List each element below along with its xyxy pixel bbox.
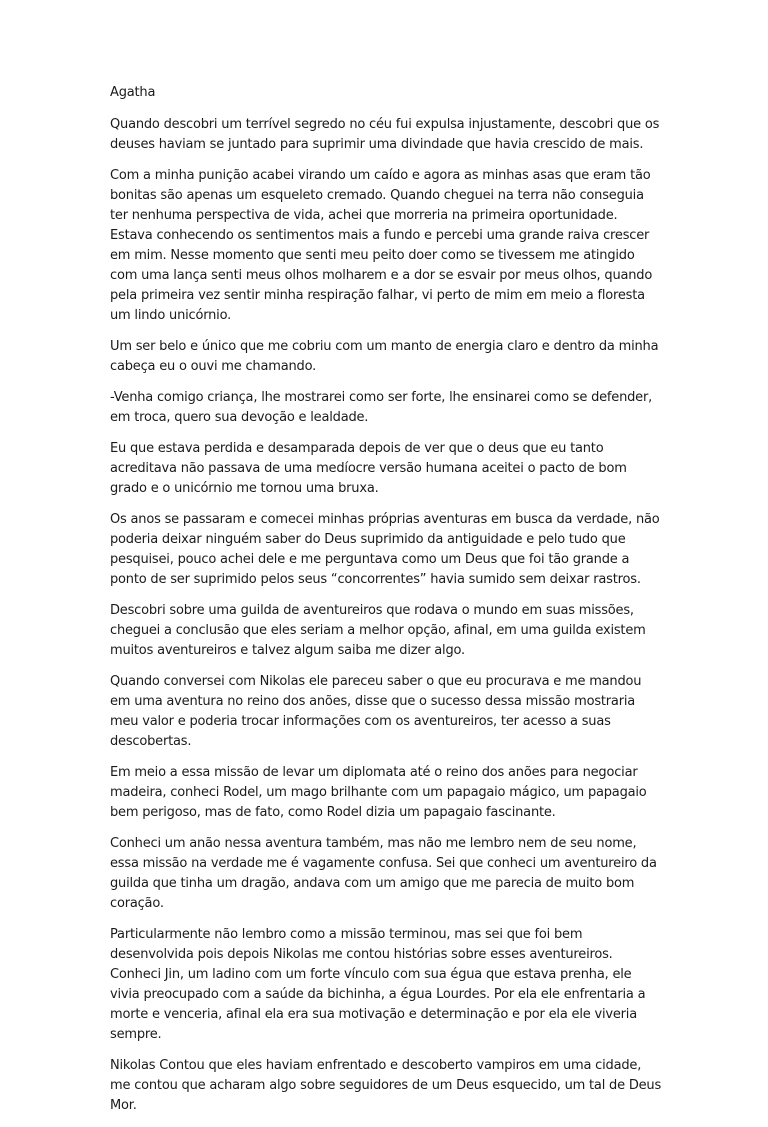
paragraph-10: Conheci um anão nessa aventura também, mas não me lembro nem de seu nome, essa missão na verdade me é vagamente confusa. Sei que conheci um aventureiro da guilda que tinha um dragão, andava com um amigo que me parecia de muito bom coração. — [110, 836, 657, 911]
paragraph-7: Descobri sobre uma guilda de aventureiros que rodava o mundo em suas missões, cheguei a conclusão que eles seriam a melhor opção, afinal, em uma guilda existem muitos aventureiros e talvez algum saiba me dizer algo. — [110, 603, 646, 658]
paragraph-6: Os anos se passaram e comecei minhas próprias aventuras em busca da verdade, não poderia deixar ninguém saber do Deus suprimido da antiguidade e pelo tudo que pesquisei, pouco achei dele e me perguntava como um Deus que foi tão grande a ponto de ser suprimido pelos seus “concorrentes” havia sumido sem deixar rastros. — [110, 512, 660, 587]
paragraph-5: Eu que estava perdida e desamparada depois de ver que o deus que eu tanto acreditava não passava de uma medíocre versão humana aceitei o pacto de bom grado e o unicórnio me tornou uma bruxa. — [110, 441, 627, 496]
paragraph-11: Particularmente não lembro como a missão terminou, mas sei que foi bem desenvolvida pois depois Nikolas me contou histórias sobre esses aventureiros. Conheci Jin, um ladino com um forte vínculo com sua égua que estava prenha, ele vivia preocupado com a saúde da bichinha, a égua Lourdes. Por ela ele enfrentaria a morte e venceria, afinal ela era sua motivação e determinação e por ela ele viveria sempre. — [110, 927, 646, 1042]
paragraph-4: -Venha comigo criança, lhe mostrarei como ser forte, lhe ensinarei como se defender, em troca, quero sua devoção e lealdade. — [110, 390, 653, 425]
paragraph-12: Nikolas Contou que eles haviam enfrentado e descoberto vampiros em uma cidade, me contou que acharam algo sobre seguidores de um Deus esquecido, um tal de Deus Mor. — [110, 1058, 662, 1113]
paragraph-9: Em meio a essa missão de levar um diplomata até o reino dos anões para negociar madeira, conheci Rodel, um mago brilhante com um papagaio mágico, um papagaio bem perigoso, mas de fato, como Rodel dizia um papagaio fascinante. — [110, 765, 647, 820]
paragraph-2: Com a minha punição acabei virando um caído e agora as minhas asas que eram tão bonitas são apenas um esqueleto cremado. Quando cheguei na terra não conseguia ter nenhuma perspectiva de vida, achei que morreria na primeira oportunidade. Estava conhecendo os sentimentos mais a fundo e percebi uma grande raiva crescer em mim. Nesse momento que senti meu peito doer como se tivessem me atingido com uma lança senti meus olhos molharem e a dor se esvair por meus olhos, quando pela primeira vez sentir minha respiração falhar, vi perto de mim em meio a floresta um lindo unicórnio. — [110, 168, 653, 323]
paragraph-1: Quando descobri um terrível segredo no céu fui expulsa injustamente, descobri que os deuses haviam se juntado para suprimir uma divindade que havia crescido de mais. — [110, 117, 660, 152]
document-title: Agatha — [110, 85, 156, 100]
paragraph-8: Quando conversei com Nikolas ele pareceu saber o que eu procurava e me mandou em uma aventura no reino dos anões, disse que o sucesso dessa missão mostraria meu valor e poderia trocar informações com os aventureiros, ter acesso a suas descobertas. — [110, 674, 642, 749]
document-page — [110, 83, 662, 1127]
paragraph-3: Um ser belo e único que me cobriu com um manto de energia claro e dentro da minha cabeça eu o ouvi me chamando. — [110, 339, 659, 374]
